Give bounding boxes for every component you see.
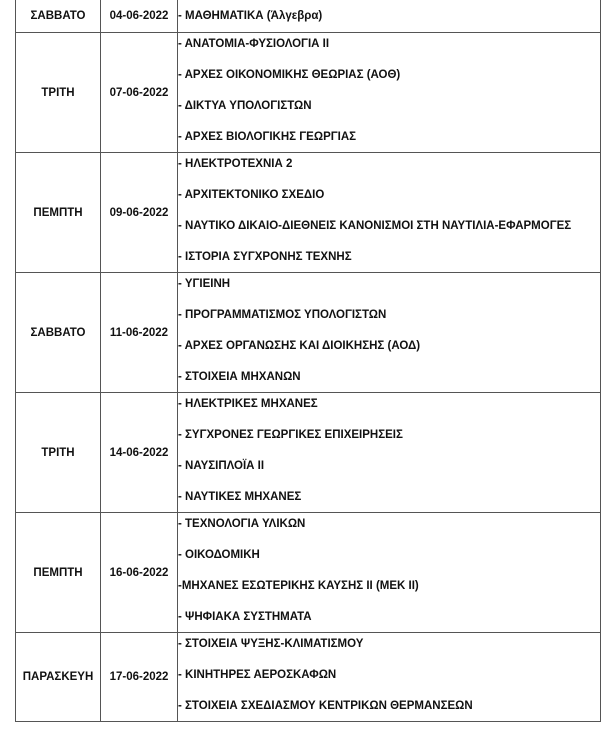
date-cell: 04-06-2022 xyxy=(101,0,178,33)
subject-item: - ΣΤΟΙΧΕΙΑ ΣΧΕΔΙΑΣΜΟΥ ΚΕΝΤΡΙΚΩΝ ΘΕΡΜΑΝΣΕΩΝ xyxy=(178,700,473,712)
exam-schedule-table xyxy=(15,0,601,722)
date-cell: 17-06-2022 xyxy=(101,633,178,722)
subjects-cell xyxy=(178,513,601,633)
subject-item: - ΨΗΦΙΑΚΑ ΣΥΣΤΗΜΑΤΑ xyxy=(178,611,312,623)
table-row xyxy=(16,33,601,153)
subject-item: - ΚΙΝΗΤΗΡΕΣ ΑΕΡΟΣΚΑΦΩΝ xyxy=(178,669,337,681)
subject-item: - ΝΑΥΤΙΚΕΣ ΜΗΧΑΝΕΣ xyxy=(178,491,302,503)
subject-item: - ΤΕΧΝΟΛΟΓΙΑ ΥΛΙΚΩΝ xyxy=(178,518,306,530)
subject-item: - ΠΡΟΓΡΑΜΜΑΤΙΣΜΟΣ ΥΠΟΛΟΓΙΣΤΩΝ xyxy=(178,309,387,321)
day-cell: ΠΑΡΑΣΚΕΥΗ xyxy=(16,633,101,722)
subject-item: - ΝΑΥΤΙΚΟ ΔΙΚΑΙΟ-ΔΙΕΘΝΕΙΣ ΚΑΝΟΝΙΣΜΟΙ ΣΤΗ ΝΑΥΤΙΛΙΑ-ΕΦΑΡΜΟΓΕΣ xyxy=(178,220,572,232)
subjects-cell xyxy=(178,633,601,722)
subject-item: - ΔΙΚΤΥΑ ΥΠΟΛΟΓΙΣΤΩΝ xyxy=(178,100,312,112)
table-row xyxy=(16,0,601,33)
table-row xyxy=(16,153,601,273)
subject-item: - ΣΥΓΧΡΟΝΕΣ ΓΕΩΡΓΙΚΕΣ ΕΠΙΧΕΙΡΗΣΕΙΣ xyxy=(178,429,403,441)
table-row xyxy=(16,633,601,722)
subjects-cell xyxy=(178,393,601,513)
subjects-cell xyxy=(178,0,601,33)
day-cell: ΤΡΙΤΗ xyxy=(16,33,101,153)
subject-item: - ΣΤΟΙΧΕΙΑ ΨΥΞΗΣ-ΚΛΙΜΑΤΙΣΜΟΥ xyxy=(178,638,364,650)
subject-item: - ΟΙΚΟΔΟΜΙΚΗ xyxy=(178,549,260,561)
table-row xyxy=(16,273,601,393)
day-cell: ΠΕΜΠΤΗ xyxy=(16,153,101,273)
subjects-cell xyxy=(178,153,601,273)
day-cell: ΠΕΜΠΤΗ xyxy=(16,513,101,633)
subject-item: - ΑΡΧΕΣ ΒΙΟΛΟΓΙΚΗΣ ΓΕΩΡΓΙΑΣ xyxy=(178,131,357,143)
table-row xyxy=(16,393,601,513)
date-cell: 07-06-2022 xyxy=(101,33,178,153)
subject-item: -ΜΗΧΑΝΕΣ ΕΣΩΤΕΡΙΚΗΣ ΚΑΥΣΗΣ ΙΙ (ΜΕΚ ΙΙ) xyxy=(178,580,419,592)
subject-item: - ΙΣΤΟΡΙΑ ΣΥΓΧΡΟΝΗΣ ΤΕΧΝΗΣ xyxy=(178,251,352,263)
subjects-cell xyxy=(178,273,601,393)
table-row xyxy=(16,513,601,633)
subject-item: - ΗΛΕΚΤΡΟΤΕΧΝΙΑ 2 xyxy=(178,158,293,170)
subject-item: - ΑΡΧΙΤΕΚΤΟΝΙΚΟ ΣΧΕΔΙΟ xyxy=(178,189,325,201)
day-cell: ΣΑΒΒΑΤΟ xyxy=(16,0,101,33)
date-cell: 14-06-2022 xyxy=(101,393,178,513)
subject-item: - ΑΡΧΕΣ ΟΡΓΑΝΩΣΗΣ ΚΑΙ ΔΙΟΙΚΗΣΗΣ (ΑΟΔ) xyxy=(178,340,421,352)
subject-item: - ΝΑΥΣΙΠΛΟΪΑ ΙΙ xyxy=(178,460,265,472)
subject-item: - ΗΛΕΚΤΡΙΚΕΣ ΜΗΧΑΝΕΣ xyxy=(178,398,318,410)
subject-item: - ΣΤΟΙΧΕΙΑ ΜΗΧΑΝΩΝ xyxy=(178,371,301,383)
subject-item: - ΑΝΑΤΟΜΙΑ-ΦΥΣΙΟΛΟΓΙΑ ΙΙ xyxy=(178,38,330,50)
date-cell: 11-06-2022 xyxy=(101,273,178,393)
date-cell: 09-06-2022 xyxy=(101,153,178,273)
subject-item: - ΜΑΘΗΜΑΤΙΚΑ (Άλγεβρα) xyxy=(178,9,323,22)
subject-item: - ΑΡΧΕΣ ΟΙΚΟΝΟΜΙΚΗΣ ΘΕΩΡΙΑΣ (ΑΟΘ) xyxy=(178,69,401,81)
date-cell: 16-06-2022 xyxy=(101,513,178,633)
day-cell: ΣΑΒΒΑΤΟ xyxy=(16,273,101,393)
subject-item: - ΥΓΙΕΙΝΗ xyxy=(178,278,231,290)
day-cell: ΤΡΙΤΗ xyxy=(16,393,101,513)
subjects-cell xyxy=(178,33,601,153)
